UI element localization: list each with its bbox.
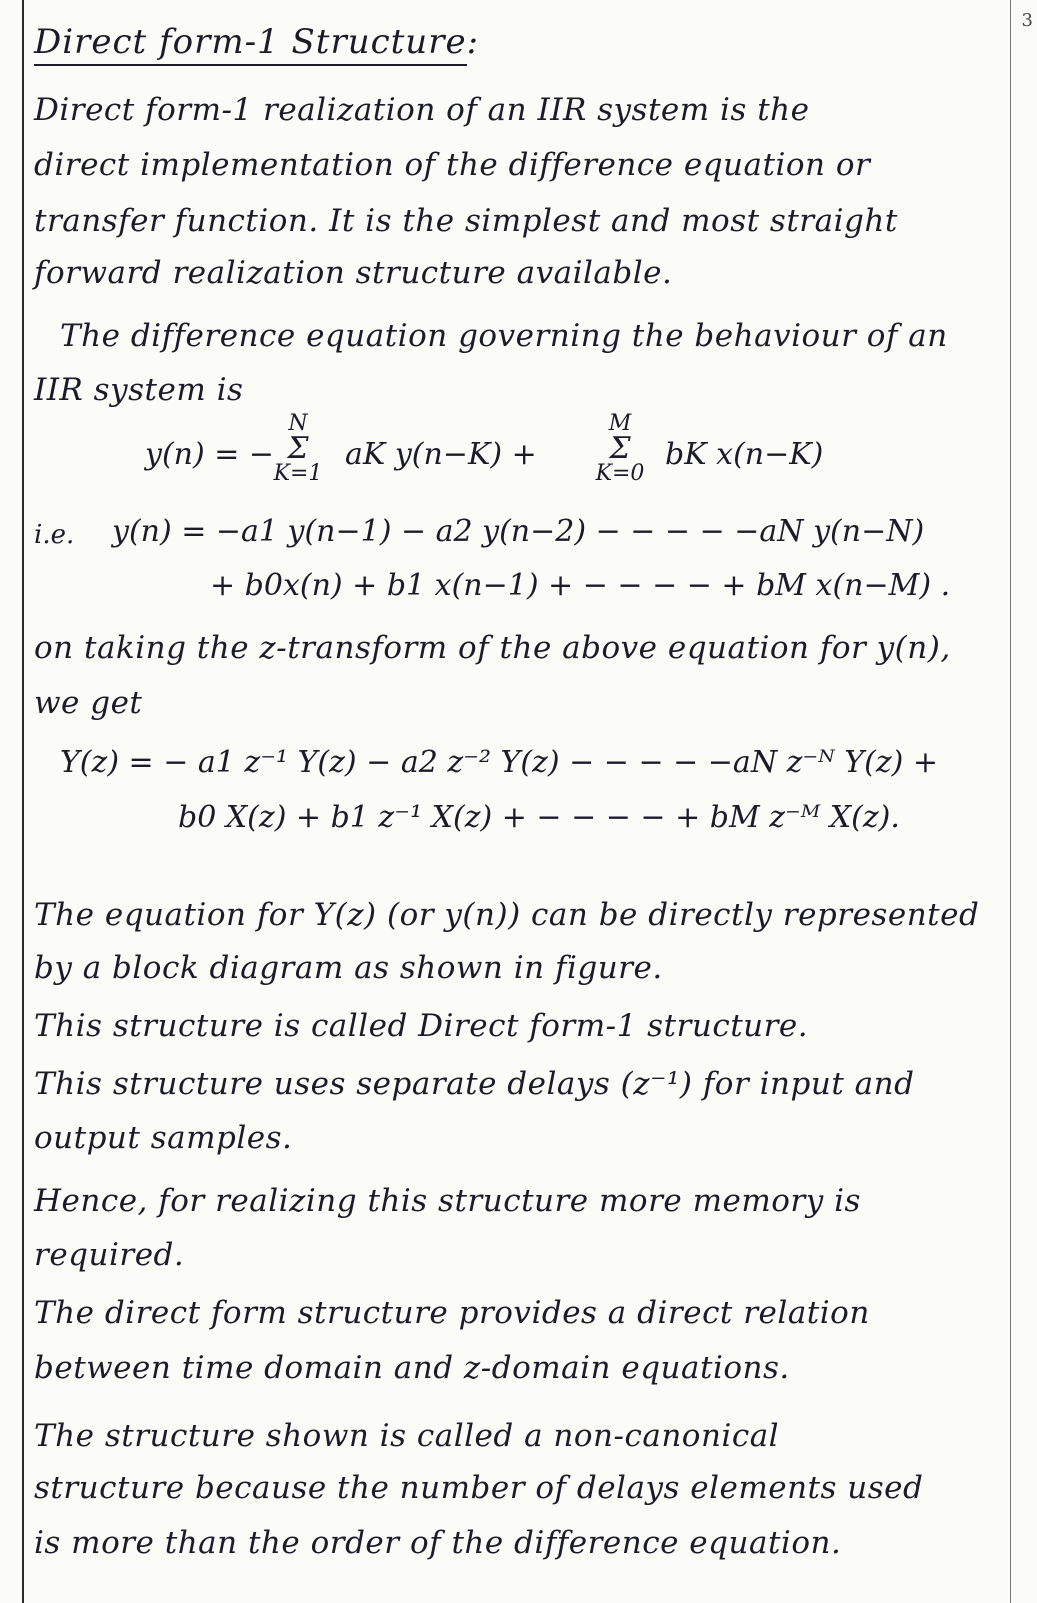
eq2-prefix: i.e. [34,520,75,550]
heading-title: Direct form-1 Structure [34,22,467,66]
eq3-line-2: b0 X(z) + b1 z⁻¹ X(z) + − − − − + bM z⁻ᴹ X(z). [178,800,900,835]
sum1-symbol [268,412,328,486]
page-heading [34,22,479,62]
para2-line-2: IIR system is [34,372,244,408]
eq1-lhs: y(n) = − [145,437,275,472]
sum2-upper: M [608,411,632,436]
para4-line-2: by a block diagram as shown in figure. [34,950,663,986]
para4-line-7: required. [34,1237,185,1273]
eq2-line-1: y(n) = −a1 y(n−1) − a2 y(n−2) − − − − −aN y(n−N) [112,514,925,549]
sum1-sigma: Σ [287,431,309,466]
para3-line-2: we get [34,685,143,721]
para4-line-12: is more than the order of the difference equation. [34,1525,842,1561]
para4-line-5: output samples. [34,1120,293,1156]
eq1-term2: bK x(n−K) [665,437,824,472]
para4-line-4: This structure uses separate delays (z⁻¹) for input and [34,1066,915,1102]
para4-line-8: The direct form structure provides a direct relation [34,1295,870,1331]
para4-line-6: Hence, for realizing this structure more memory is [34,1183,861,1219]
para1-line-4: forward realization structure available. [34,255,673,291]
margin-line [22,0,24,1603]
right-edge-line [1010,0,1011,1603]
para1-line-3: transfer function. It is the simplest and most straight [34,203,898,239]
para2-line-1: The difference equation governing the behaviour of an [60,318,948,354]
sum2-lower: K=0 [595,461,645,486]
sum2-sigma: Σ [609,431,631,466]
sum1-lower: K=1 [273,461,323,486]
para4-line-11: structure because the number of delays elements used [34,1470,924,1506]
para3-line-1: on taking the z-transform of the above equation for y(n), [34,630,951,666]
eq2-line-2: + b0x(n) + b1 x(n−1) + − − − − + bM x(n−M) . [210,568,951,603]
eq3-line-1: Y(z) = − a1 z⁻¹ Y(z) − a2 z⁻² Y(z) − − − − −aN z⁻ᴺ Y(z) + [60,745,938,780]
eq1-term1: aK y(n−K) + [345,437,537,472]
para4-line-1: The equation for Y(z) (or y(n)) can be directly represented [34,897,980,933]
sum2-symbol [585,412,655,486]
para1-line-2: direct implementation of the difference equation or [34,147,871,183]
page-number: 3 [1021,10,1033,31]
para1-line-1: Direct form-1 realization of an IIR system is the [34,92,810,128]
para4-line-3: This structure is called Direct form-1 structure. [34,1008,809,1044]
para4-line-9: between time domain and z-domain equations. [34,1350,790,1386]
heading-colon: : [466,22,480,62]
para4-line-10: The structure shown is called a non-canonical [34,1418,780,1454]
sum1-upper: N [288,411,308,436]
